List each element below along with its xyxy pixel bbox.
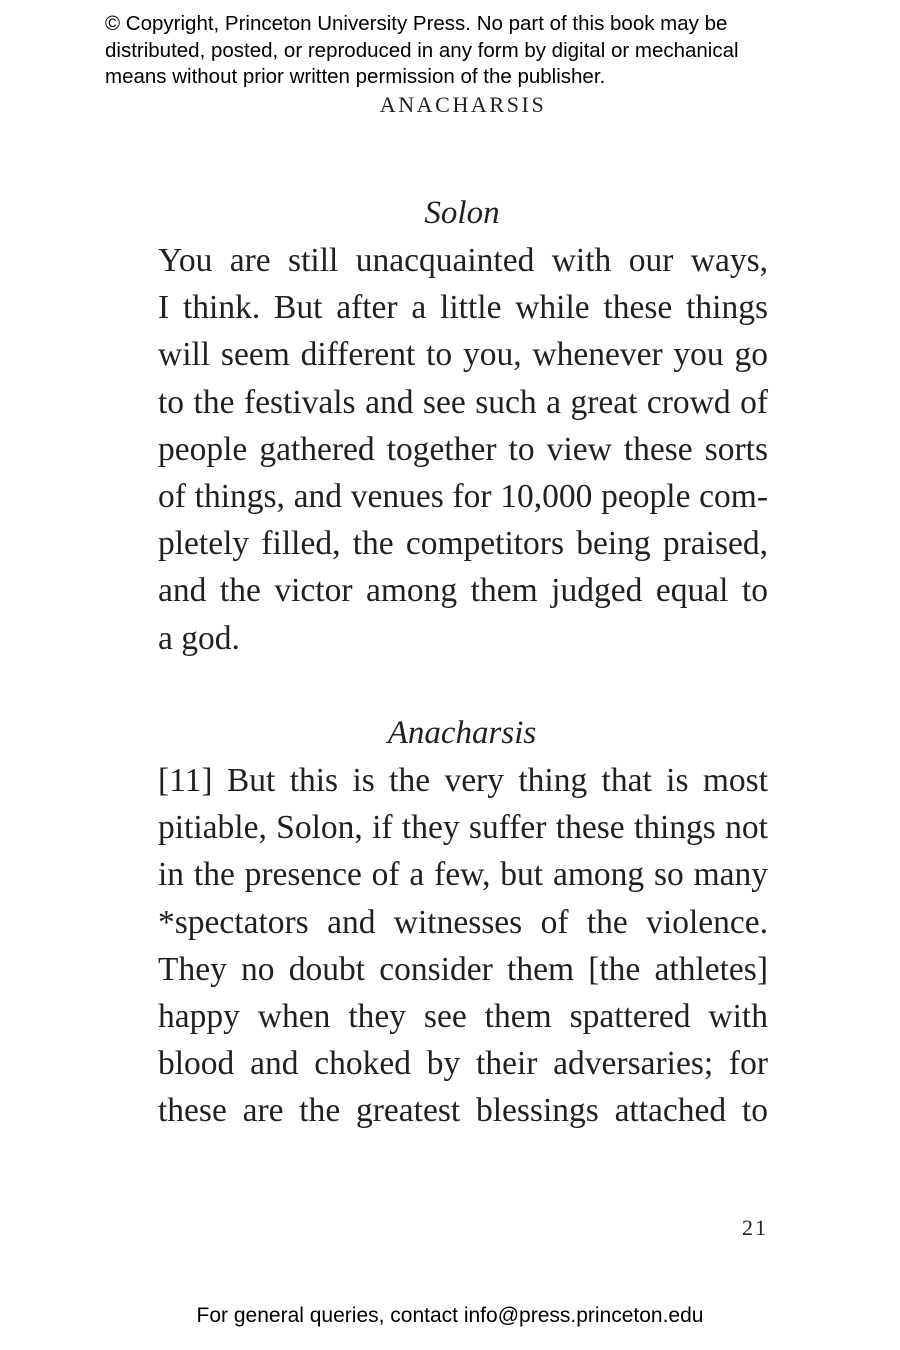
passage-anacharsis — [158, 757, 768, 1135]
running-head: ANACHARSIS — [379, 92, 547, 117]
passage-solon — [158, 237, 768, 662]
copyright-notice — [105, 11, 805, 91]
text-line: and the victor among them judged equal to — [158, 572, 768, 610]
text-line: blood and choked by their adversaries; for — [158, 1045, 768, 1083]
text-line: I think. But after a little while these things — [158, 289, 768, 327]
text-line: [11] But this is the very thing that is most — [158, 762, 768, 799]
text-line: will seem different to you, whenever you go — [158, 336, 768, 374]
text-line: They no doubt consider them [the athletes] — [158, 950, 768, 988]
text-line: happy when they see them spattered with — [158, 997, 768, 1035]
text-line: *spectators and witnesses of the violence. — [158, 903, 768, 941]
text-line: You are still unacquainted with our ways, — [158, 242, 768, 279]
copyright-line: © Copyright, Princeton University Press. No part of this book may be — [105, 12, 728, 35]
page-number: 21 — [742, 1215, 768, 1240]
text-line: a god. — [158, 619, 240, 657]
footer-contact: For general queries, contact info@press.princeton.edu — [196, 1304, 704, 1327]
speaker-heading-solon: Solon — [424, 195, 500, 231]
copyright-line: means without prior written permission of the publisher. — [105, 65, 606, 88]
copyright-line: distributed, posted, or reproduced in any form by digital or mechanical — [105, 38, 739, 62]
text-line: people gathered together to view these sorts — [158, 430, 768, 468]
text-line: to the festivals and see such a great crowd of — [158, 383, 768, 421]
text-line: in the presence of a few, but among so many — [158, 856, 768, 894]
text-line: of things, and venues for 10,000 people com- — [158, 477, 768, 515]
text-line: pletely filled, the competitors being praised, — [158, 525, 768, 563]
text-line: pitiable, Solon, if they suffer these things not — [158, 809, 768, 847]
text-line: these are the greatest blessings attached to — [158, 1092, 768, 1130]
speaker-heading-anacharsis: Anacharsis — [387, 715, 537, 751]
